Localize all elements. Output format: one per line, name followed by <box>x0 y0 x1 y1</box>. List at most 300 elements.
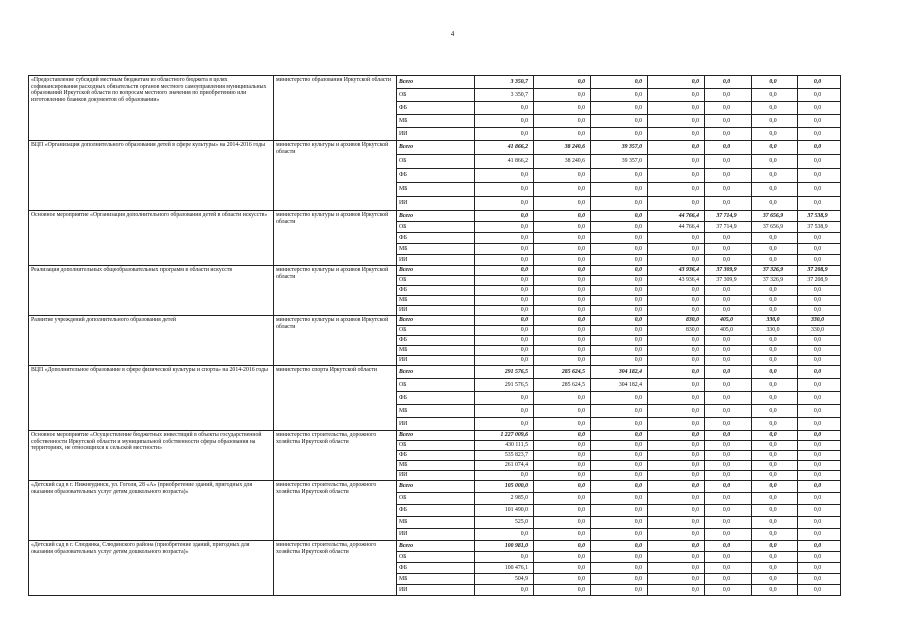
year-amount-cell: 0,0 <box>798 366 841 379</box>
year-amount-cell: 0,0 <box>648 563 705 574</box>
year-amount-cell: 0,0 <box>752 183 798 197</box>
year-amount-cell: 0,0 <box>534 128 591 141</box>
year-amount-cell: 0,0 <box>591 529 648 541</box>
year-amount-cell: 0,0 <box>648 405 705 418</box>
year-amount-cell: 0,0 <box>475 405 534 418</box>
funding-source: МБ <box>397 183 475 197</box>
year-amount-cell: 0,0 <box>752 244 798 255</box>
funding-source: Всего <box>397 481 475 493</box>
year-amount-cell: 0,0 <box>705 102 752 115</box>
year-amount-cell: 0,0 <box>534 76 591 89</box>
year-amount-cell: 0,0 <box>752 392 798 405</box>
year-amount-cell: 0,0 <box>705 505 752 517</box>
year-amount-cell: 0,0 <box>648 366 705 379</box>
year-amount-cell: 43 936,4 <box>648 276 705 286</box>
year-amount-cell: 0,0 <box>475 356 534 366</box>
year-amount-cell: 0,0 <box>752 197 798 211</box>
year-amount-cell: 0,0 <box>648 418 705 431</box>
measure-name: Реализация дополнительных общеобразовательных программ в области искусств <box>29 266 274 316</box>
executor-name: министерство культуры и архивов Иркутской области <box>274 211 397 266</box>
year-amount-cell: 0,0 <box>648 336 705 346</box>
year-amount-cell: 0,0 <box>534 574 591 585</box>
year-amount-cell: 0,0 <box>705 517 752 529</box>
year-amount-cell: 0,0 <box>752 471 798 481</box>
funding-source: ИИ <box>397 356 475 366</box>
funding-source: ФБ <box>397 169 475 183</box>
year-amount-cell: 0,0 <box>591 244 648 255</box>
year-amount-cell: 0,0 <box>534 346 591 356</box>
year-amount-cell: 0,0 <box>534 326 591 336</box>
year-amount-cell: 291 576,5 <box>475 366 534 379</box>
executor-name: министерство строительства, дорожного хозяйства Иркутской области <box>274 481 397 541</box>
year-amount-cell: 0,0 <box>798 197 841 211</box>
year-amount-cell: 37 656,9 <box>752 222 798 233</box>
year-amount-cell: 0,0 <box>534 451 591 461</box>
year-amount-cell: 0,0 <box>534 211 591 222</box>
table-row-total <box>29 141 841 155</box>
year-amount-cell: 0,0 <box>705 481 752 493</box>
year-amount-cell: 261 074,4 <box>475 461 534 471</box>
year-amount-cell: 0,0 <box>534 552 591 563</box>
year-amount-cell: 0,0 <box>591 286 648 296</box>
year-amount-cell: 0,0 <box>705 392 752 405</box>
funding-source: ФБ <box>397 451 475 461</box>
year-amount-cell: 0,0 <box>534 197 591 211</box>
funding-source: ФБ <box>397 336 475 346</box>
year-amount-cell: 0,0 <box>705 244 752 255</box>
year-amount-cell: 0,0 <box>798 541 841 552</box>
funding-source: ФБ <box>397 563 475 574</box>
year-amount-cell: 0,0 <box>705 574 752 585</box>
year-amount-cell: 0,0 <box>798 115 841 128</box>
year-amount-cell: 0,0 <box>705 552 752 563</box>
year-amount-cell: 0,0 <box>648 306 705 316</box>
year-amount-cell: 0,0 <box>798 89 841 102</box>
funding-source: Всего <box>397 431 475 441</box>
year-amount-cell: 0,0 <box>648 141 705 155</box>
year-amount-cell: 0,0 <box>705 418 752 431</box>
year-amount-cell: 0,0 <box>591 441 648 451</box>
executor-name: министерство строительства, дорожного хозяйства Иркутской области <box>274 541 397 596</box>
year-amount-cell: 0,0 <box>591 316 648 326</box>
year-amount-cell: 0,0 <box>591 296 648 306</box>
year-amount-cell: 0,0 <box>648 529 705 541</box>
table-row-total <box>29 481 841 493</box>
funding-source: ФБ <box>397 102 475 115</box>
year-amount-cell: 37 208,9 <box>798 276 841 286</box>
year-amount-cell: 330,0 <box>752 326 798 336</box>
year-amount-cell: 405,0 <box>705 326 752 336</box>
year-amount-cell: 0,0 <box>752 89 798 102</box>
year-amount-cell: 304 182,4 <box>591 379 648 392</box>
year-amount-cell: 0,0 <box>798 346 841 356</box>
year-amount-cell: 0,0 <box>752 336 798 346</box>
year-amount-cell: 0,0 <box>705 529 752 541</box>
year-amount-cell: 0,0 <box>705 461 752 471</box>
year-amount-cell: 0,0 <box>475 392 534 405</box>
year-amount-cell: 0,0 <box>475 286 534 296</box>
year-amount-cell: 0,0 <box>752 141 798 155</box>
year-amount-cell: 0,0 <box>648 183 705 197</box>
year-amount-cell: 0,0 <box>705 197 752 211</box>
year-amount-cell: 0,0 <box>705 585 752 596</box>
year-amount-cell: 0,0 <box>798 451 841 461</box>
year-amount-cell: 0,0 <box>705 169 752 183</box>
year-amount-cell: 0,0 <box>705 451 752 461</box>
funding-source: ИИ <box>397 529 475 541</box>
funding-source: МБ <box>397 517 475 529</box>
year-amount-cell: 0,0 <box>591 563 648 574</box>
year-amount-cell: 830,0 <box>648 326 705 336</box>
table-row-total <box>29 76 841 89</box>
funding-source: Всего <box>397 266 475 276</box>
year-amount-cell: 0,0 <box>591 233 648 244</box>
funding-source: ОБ <box>397 441 475 451</box>
year-amount-cell: 0,0 <box>591 431 648 441</box>
year-amount-cell: 0,0 <box>752 441 798 451</box>
funding-source: ОБ <box>397 493 475 505</box>
funding-source: МБ <box>397 461 475 471</box>
funding-source: МБ <box>397 346 475 356</box>
year-amount-cell: 0,0 <box>752 346 798 356</box>
year-amount-cell: 0,0 <box>798 392 841 405</box>
year-amount-cell: 3 350,7 <box>475 76 534 89</box>
year-amount-cell: 0,0 <box>705 115 752 128</box>
year-amount-cell: 0,0 <box>705 356 752 366</box>
year-amount-cell: 0,0 <box>591 356 648 366</box>
funding-source: ИИ <box>397 585 475 596</box>
year-amount-cell: 0,0 <box>752 128 798 141</box>
year-amount-cell: 0,0 <box>648 169 705 183</box>
year-amount-cell: 0,0 <box>752 286 798 296</box>
measure-name: «Предоставление субсидий местным бюджетам из областного бюджета в целях софинансирования расходных обязательств органов местного самоуправления муниципальных образований Иркутской области по вопросам местного значения по приобретению или изготовлению бланков документов об образовании» <box>29 76 274 141</box>
executor-name: министерство спорта Иркутской области <box>274 366 397 431</box>
year-amount-cell: 0,0 <box>798 529 841 541</box>
measure-name: «Детский сад в г. Слюдянка, Слюдянского района (приобретение зданий, пригодных для оказания образовательных услуг детям дошкольного возраста)» <box>29 541 274 596</box>
measure-name: Основное мероприятие «Осуществление бюджетных инвестиций в объекты государственной собственности Иркутской области и муниципальной собственности сферы образования на территориях, не относящихся к сельской местности» <box>29 431 274 481</box>
year-amount-cell: 44 766,4 <box>648 222 705 233</box>
year-amount-cell: 0,0 <box>798 76 841 89</box>
year-amount-cell: 0,0 <box>475 552 534 563</box>
year-amount-cell: 0,0 <box>591 541 648 552</box>
year-amount-cell: 0,0 <box>591 89 648 102</box>
year-amount-cell: 0,0 <box>591 197 648 211</box>
year-amount-cell: 0,0 <box>591 128 648 141</box>
year-amount-cell: 0,0 <box>648 102 705 115</box>
year-amount-cell: 0,0 <box>648 431 705 441</box>
year-amount-cell: 0,0 <box>798 169 841 183</box>
funding-source: МБ <box>397 405 475 418</box>
year-amount-cell: 37 326,9 <box>752 266 798 276</box>
year-amount-cell: 0,0 <box>648 517 705 529</box>
year-amount-cell: 0,0 <box>591 169 648 183</box>
year-amount-cell: 0,0 <box>752 306 798 316</box>
year-amount-cell: 0,0 <box>534 461 591 471</box>
table-row-total <box>29 266 841 276</box>
funding-source: ИИ <box>397 255 475 266</box>
year-amount-cell: 0,0 <box>591 306 648 316</box>
year-amount-cell: 0,0 <box>752 296 798 306</box>
table-row-total <box>29 541 841 552</box>
year-amount-cell: 0,0 <box>705 471 752 481</box>
year-amount-cell: 0,0 <box>591 461 648 471</box>
year-amount-cell: 0,0 <box>752 233 798 244</box>
year-amount-cell: 0,0 <box>752 493 798 505</box>
year-amount-cell: 0,0 <box>705 441 752 451</box>
year-amount-cell: 0,0 <box>591 574 648 585</box>
year-amount-cell: 0,0 <box>752 102 798 115</box>
year-amount-cell: 0,0 <box>534 356 591 366</box>
year-amount-cell: 0,0 <box>752 379 798 392</box>
year-amount-cell: 0,0 <box>591 336 648 346</box>
year-amount-cell: 0,0 <box>534 471 591 481</box>
year-amount-cell: 0,0 <box>705 346 752 356</box>
year-amount-cell: 1 227 009,6 <box>475 431 534 441</box>
year-amount-cell: 38 240,6 <box>534 155 591 169</box>
year-amount-cell: 0,0 <box>798 461 841 471</box>
funding-source: ОБ <box>397 379 475 392</box>
year-amount-cell: 0,0 <box>591 418 648 431</box>
year-amount-cell: 0,0 <box>752 563 798 574</box>
year-amount-cell: 0,0 <box>534 183 591 197</box>
year-amount-cell: 0,0 <box>475 222 534 233</box>
year-amount-cell: 0,0 <box>534 431 591 441</box>
year-amount-cell: 0,0 <box>705 306 752 316</box>
funding-source: МБ <box>397 574 475 585</box>
year-amount-cell: 0,0 <box>534 266 591 276</box>
year-amount-cell: 0,0 <box>475 266 534 276</box>
year-amount-cell: 0,0 <box>475 306 534 316</box>
funding-source: ФБ <box>397 392 475 405</box>
year-amount-cell: 0,0 <box>798 306 841 316</box>
year-amount-cell: 0,0 <box>648 461 705 471</box>
executor-name: министерство культуры и архивов Иркутской области <box>274 141 397 211</box>
funding-source: МБ <box>397 244 475 255</box>
year-amount-cell: 0,0 <box>798 563 841 574</box>
year-amount-cell: 0,0 <box>798 286 841 296</box>
year-amount-cell: 0,0 <box>798 505 841 517</box>
year-amount-cell: 0,0 <box>591 102 648 115</box>
year-amount-cell: 0,0 <box>752 529 798 541</box>
year-amount-cell: 0,0 <box>534 392 591 405</box>
year-amount-cell: 405,0 <box>705 316 752 326</box>
year-amount-cell: 3 350,7 <box>475 89 534 102</box>
year-amount-cell: 0,0 <box>705 76 752 89</box>
year-amount-cell: 0,0 <box>534 563 591 574</box>
year-amount-cell: 0,0 <box>798 155 841 169</box>
year-amount-cell: 100 981,0 <box>475 541 534 552</box>
year-amount-cell: 0,0 <box>798 336 841 346</box>
year-amount-cell: 0,0 <box>534 541 591 552</box>
funding-source: ОБ <box>397 222 475 233</box>
year-amount-cell: 0,0 <box>648 89 705 102</box>
year-amount-cell: 0,0 <box>534 276 591 286</box>
year-amount-cell: 0,0 <box>752 505 798 517</box>
year-amount-cell: 0,0 <box>534 244 591 255</box>
year-amount-cell: 0,0 <box>705 336 752 346</box>
year-amount-cell: 37 309,9 <box>705 266 752 276</box>
funding-source: ИИ <box>397 306 475 316</box>
year-amount-cell: 0,0 <box>648 296 705 306</box>
year-amount-cell: 0,0 <box>705 296 752 306</box>
year-amount-cell: 37 326,9 <box>752 276 798 286</box>
year-amount-cell: 0,0 <box>475 128 534 141</box>
year-amount-cell: 0,0 <box>591 276 648 286</box>
year-amount-cell: 0,0 <box>705 233 752 244</box>
year-amount-cell: 0,0 <box>534 481 591 493</box>
year-amount-cell: 39 357,0 <box>591 155 648 169</box>
year-amount-cell: 0,0 <box>591 552 648 563</box>
measure-name: Основное мероприятие «Организация дополнительного образования детей в области искусств» <box>29 211 274 266</box>
year-amount-cell: 0,0 <box>648 356 705 366</box>
year-amount-cell: 0,0 <box>648 574 705 585</box>
year-amount-cell: 0,0 <box>591 115 648 128</box>
year-amount-cell: 0,0 <box>798 405 841 418</box>
year-amount-cell: 0,0 <box>475 115 534 128</box>
year-amount-cell: 0,0 <box>648 505 705 517</box>
year-amount-cell: 0,0 <box>798 183 841 197</box>
year-amount-cell: 41 866,2 <box>475 141 534 155</box>
year-amount-cell: 0,0 <box>475 346 534 356</box>
funding-source: ОБ <box>397 326 475 336</box>
year-amount-cell: 0,0 <box>591 405 648 418</box>
year-amount-cell: 0,0 <box>475 529 534 541</box>
year-amount-cell: 0,0 <box>798 481 841 493</box>
funding-source: ОБ <box>397 155 475 169</box>
year-amount-cell: 0,0 <box>475 102 534 115</box>
funding-source: ФБ <box>397 286 475 296</box>
year-amount-cell: 0,0 <box>534 441 591 451</box>
year-amount-cell: 0,0 <box>752 255 798 266</box>
year-amount-cell: 0,0 <box>798 418 841 431</box>
year-amount-cell: 0,0 <box>475 169 534 183</box>
budget-table <box>28 75 841 596</box>
year-amount-cell: 100 476,1 <box>475 563 534 574</box>
year-amount-cell: 37 538,9 <box>798 222 841 233</box>
funding-source: ФБ <box>397 233 475 244</box>
year-amount-cell: 0,0 <box>705 405 752 418</box>
year-amount-cell: 44 766,4 <box>648 211 705 222</box>
year-amount-cell: 0,0 <box>705 286 752 296</box>
year-amount-cell: 0,0 <box>798 233 841 244</box>
funding-source: ОБ <box>397 552 475 563</box>
year-amount-cell: 285 624,5 <box>534 366 591 379</box>
funding-source: Всего <box>397 316 475 326</box>
year-amount-cell: 525,0 <box>475 517 534 529</box>
year-amount-cell: 0,0 <box>591 222 648 233</box>
year-amount-cell: 2 985,0 <box>475 493 534 505</box>
year-amount-cell: 0,0 <box>591 211 648 222</box>
executor-name: министерство культуры и архивов Иркутской области <box>274 316 397 366</box>
year-amount-cell: 0,0 <box>648 441 705 451</box>
year-amount-cell: 0,0 <box>752 169 798 183</box>
year-amount-cell: 0,0 <box>534 115 591 128</box>
year-amount-cell: 0,0 <box>705 379 752 392</box>
year-amount-cell: 0,0 <box>752 517 798 529</box>
year-amount-cell: 0,0 <box>705 128 752 141</box>
year-amount-cell: 0,0 <box>591 585 648 596</box>
year-amount-cell: 0,0 <box>591 326 648 336</box>
year-amount-cell: 0,0 <box>705 255 752 266</box>
year-amount-cell: 0,0 <box>752 76 798 89</box>
year-amount-cell: 37 714,9 <box>705 211 752 222</box>
year-amount-cell: 105 000,0 <box>475 481 534 493</box>
year-amount-cell: 0,0 <box>798 552 841 563</box>
year-amount-cell: 0,0 <box>475 585 534 596</box>
year-amount-cell: 0,0 <box>534 316 591 326</box>
budget-table-container <box>28 75 840 596</box>
year-amount-cell: 0,0 <box>534 493 591 505</box>
year-amount-cell: 0,0 <box>798 356 841 366</box>
year-amount-cell: 0,0 <box>752 451 798 461</box>
measure-name: ВЦП «Дополнительное образование в сфере физической культуры и спорта» на 2014-2016 годы <box>29 366 274 431</box>
year-amount-cell: 0,0 <box>534 255 591 266</box>
year-amount-cell: 0,0 <box>705 183 752 197</box>
year-amount-cell: 0,0 <box>648 286 705 296</box>
year-amount-cell: 101 490,0 <box>475 505 534 517</box>
funding-source: Всего <box>397 366 475 379</box>
year-amount-cell: 0,0 <box>591 471 648 481</box>
year-amount-cell: 330,0 <box>752 316 798 326</box>
year-amount-cell: 0,0 <box>752 541 798 552</box>
table-row-total <box>29 431 841 441</box>
year-amount-cell: 830,0 <box>648 316 705 326</box>
year-amount-cell: 0,0 <box>534 286 591 296</box>
year-amount-cell: 0,0 <box>705 89 752 102</box>
year-amount-cell: 0,0 <box>648 541 705 552</box>
year-amount-cell: 0,0 <box>752 461 798 471</box>
year-amount-cell: 0,0 <box>534 296 591 306</box>
year-amount-cell: 0,0 <box>591 255 648 266</box>
year-amount-cell: 0,0 <box>798 493 841 505</box>
table-row-total <box>29 211 841 222</box>
executor-name: министерство строительства, дорожного хозяйства Иркутской области <box>274 431 397 481</box>
year-amount-cell: 37 309,9 <box>705 276 752 286</box>
year-amount-cell: 0,0 <box>648 493 705 505</box>
year-amount-cell: 43 936,4 <box>648 266 705 276</box>
year-amount-cell: 0,0 <box>475 211 534 222</box>
year-amount-cell: 0,0 <box>475 296 534 306</box>
year-amount-cell: 0,0 <box>475 326 534 336</box>
year-amount-cell: 0,0 <box>648 233 705 244</box>
year-amount-cell: 0,0 <box>798 255 841 266</box>
year-amount-cell: 291 576,5 <box>475 379 534 392</box>
year-amount-cell: 0,0 <box>475 183 534 197</box>
year-amount-cell: 0,0 <box>752 356 798 366</box>
year-amount-cell: 0,0 <box>798 379 841 392</box>
table-row-total <box>29 366 841 379</box>
year-amount-cell: 0,0 <box>534 306 591 316</box>
year-amount-cell: 0,0 <box>798 517 841 529</box>
year-amount-cell: 0,0 <box>752 115 798 128</box>
year-amount-cell: 38 240,6 <box>534 141 591 155</box>
year-amount-cell: 0,0 <box>705 563 752 574</box>
year-amount-cell: 0,0 <box>591 451 648 461</box>
year-amount-cell: 0,0 <box>475 276 534 286</box>
year-amount-cell: 0,0 <box>798 471 841 481</box>
year-amount-cell: 0,0 <box>752 431 798 441</box>
funding-source: Всего <box>397 141 475 155</box>
year-amount-cell: 0,0 <box>705 141 752 155</box>
year-amount-cell: 0,0 <box>591 493 648 505</box>
year-amount-cell: 0,0 <box>648 346 705 356</box>
year-amount-cell: 0,0 <box>534 418 591 431</box>
year-amount-cell: 0,0 <box>534 517 591 529</box>
year-amount-cell: 0,0 <box>798 244 841 255</box>
year-amount-cell: 0,0 <box>752 552 798 563</box>
year-amount-cell: 37 714,9 <box>705 222 752 233</box>
year-amount-cell: 0,0 <box>648 76 705 89</box>
